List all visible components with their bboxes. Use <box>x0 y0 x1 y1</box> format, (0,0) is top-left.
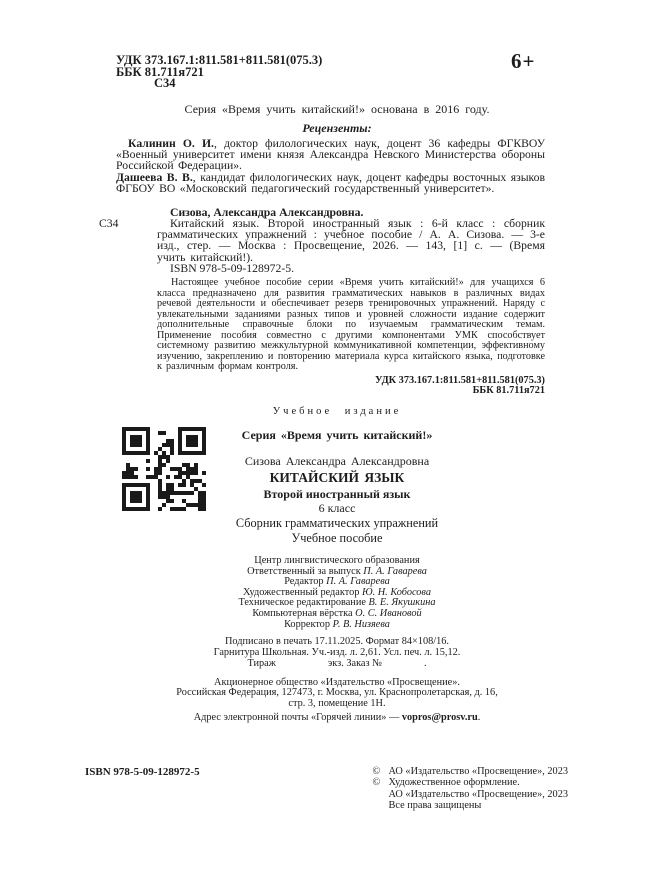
staff-name: П. А. Гаварева <box>326 576 390 588</box>
copyright-mark <box>373 789 389 800</box>
bbk-line: ББК 81.711я721 <box>116 64 204 79</box>
annotation: Настоящее учебное пособие серии «Время учить китайский!» для учащихся 6 класса предназначено для развития грамматических навыков в различных видах речевой деятельности и обеспечивает резерв тренировочных упражнений. Наряду с увлекательными заданиями разных типов и уровней сложности издание содержит дополнительные справочные блоки по изучаемым грамматическим темам. Применение пособия совместно с другими компонентами УМК способствует системному развитию межкультурной коммуникативной компетенции, эффективному изучению, закреплению и повторению материала курса китайского языка, подготовке к различным формам контроля. <box>157 277 545 373</box>
card-isbn: ISBN 978-5-09-128972-5. <box>170 262 295 276</box>
reviewer-2-name: Дашеева В. В. <box>116 170 193 184</box>
series-title: Серия «Время учить китайский!» <box>241 428 433 442</box>
udc-line: УДК 373.167.1:811.581+811.581(075.3) <box>116 53 323 67</box>
isbn-footer: ISBN 978-5-09-128972-5 <box>85 766 200 778</box>
email-prefix: Адрес электронной почты «Горячей линии» — <box>193 711 402 723</box>
zakaz-label: экз. Заказ № <box>327 657 382 669</box>
staff-name: О. С. Ивановой <box>355 607 422 619</box>
cataloguing-header <box>116 0 650 90</box>
publisher-info <box>116 678 558 710</box>
zakaz-dot: . <box>423 657 427 669</box>
page-footer <box>85 766 568 811</box>
staff-name: П. А. Гаварева <box>363 565 427 577</box>
staff-name: В. Е. Якушкина <box>368 597 436 609</box>
publisher-line-2: Российская Федерация, 127473, г. Москва, ул. Краснопролетарская, д. 16, <box>176 687 498 699</box>
reviewer-1-name: Калинин О. И. <box>128 136 214 150</box>
card-author: Сизова, Александра Александровна. <box>170 205 364 219</box>
copyright-line <box>373 766 569 777</box>
reviewer-2-text: , кандидат филологических наук, доцент кафедры восточных языков ФГБОУ ВО «Московский педагогический государственный университет». <box>116 170 545 196</box>
hotline-email-line <box>116 713 558 724</box>
staff-role: Ответственный за выпуск <box>247 565 361 577</box>
card-code-header: С34 <box>154 76 176 90</box>
print-line-3 <box>116 659 558 670</box>
hotline-email: vopros@prosv.ru <box>401 711 478 723</box>
staff-role: Редактор <box>284 576 324 588</box>
qr-code <box>119 424 209 514</box>
copyright-mark: © <box>372 777 381 789</box>
copyright-text: Все права защищены <box>388 799 482 811</box>
subtitle-type: Сборник грамматических упражнений <box>235 516 439 530</box>
udc-bbk-right <box>116 376 545 397</box>
copyright-mark <box>373 800 389 811</box>
staff-role: Компьютерная вёрстка <box>252 607 353 619</box>
copyright-line <box>373 789 569 800</box>
copyright-text: АО «Издательство «Просвещение», 2023 <box>388 788 568 800</box>
edition-type-label: Учебное издание <box>272 406 402 417</box>
email-suffix: . <box>477 711 481 723</box>
publishing-center: Центр лингвистического образования <box>254 555 420 566</box>
subtitle-grade: 6 класс <box>318 501 356 515</box>
staff-role: Корректор <box>284 618 330 630</box>
copyright-line <box>373 800 569 811</box>
staff-name: Ю. Н. Кобосова <box>361 586 431 598</box>
subtitle-language: Второй иностранный язык <box>263 487 411 501</box>
print-line-2: Гарнитура Школьная. Уч.-изд. л. 2,61. Усл. печ. л. 15,12. <box>213 646 461 658</box>
publisher-line-3: стр. 3, помещение 1Н. <box>288 698 386 710</box>
reviewer-1 <box>116 138 545 172</box>
copyright-line <box>373 777 569 788</box>
author-full-name: Сизова Александра Александровна <box>244 454 430 468</box>
copyright-text: АО «Издательство «Просвещение», 2023 <box>388 766 568 777</box>
card-code: С34 <box>99 216 119 230</box>
reviewer-2 <box>116 172 545 195</box>
series-founded-line: Серия «Время учить китайский!» основана в 2016 году. <box>184 101 490 116</box>
copyright-text: Художественное оформление. <box>388 777 520 789</box>
staff-name: Р. В. Низяева <box>332 618 390 630</box>
age-rating-badge: 6+ <box>511 49 536 73</box>
copyright-mark: © <box>372 766 381 777</box>
card-description: Китайский язык. Второй иностранный язык : 6-й класс : сборник грамматических упражнений : учебное пособие / А. А. Сизова. — 3-е изд., стер. — Москва : Просвещение, 2026. — 143, [1] с. — (Время учить китайский!). <box>157 216 545 264</box>
reviewer-1-text: , доктор филологических наук, доцент 36 кафедры ФГКВОУ «Военный университет имени князя Александра Невского Министерства обороны Российской Федерации». <box>116 136 545 173</box>
reviewers-label: Рецензенты: <box>302 120 372 135</box>
print-line-1: Подписано в печать 17.11.2025. Формат 84×108/16. <box>224 636 450 648</box>
catalogue-card <box>99 205 545 276</box>
bbk-right-line: ББК 81.711я721 <box>472 385 545 397</box>
tirazh-label: Тираж <box>247 657 276 669</box>
subtitle-kind: Учебное пособие <box>291 531 383 545</box>
udc-right-line: УДК 373.167.1:811.581+811.581(075.3) <box>375 374 545 386</box>
staff-role: Техническое редактирование <box>238 597 366 609</box>
publisher-line-1: Акционерное общество «Издательство «Просвещение». <box>214 676 460 688</box>
copyright-block <box>373 766 569 811</box>
staff-line <box>116 620 558 631</box>
book-title: КИТАЙСКИЙ ЯЗЫК <box>269 470 405 485</box>
staff-role: Художественный редактор <box>243 586 360 598</box>
print-info <box>116 637 558 669</box>
